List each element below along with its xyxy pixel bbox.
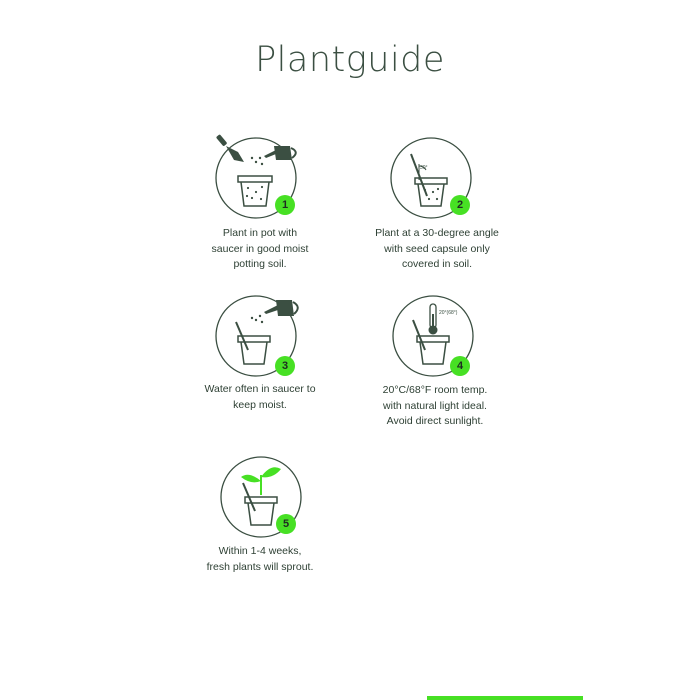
step-5-line-2: fresh plants will sprout. (206, 560, 314, 573)
step-4-caption (345, 383, 525, 430)
step-2-line-2: with seed capsule only (384, 242, 490, 255)
step-1-line-3: potting soil. (233, 258, 287, 270)
step-1-caption (170, 226, 350, 273)
step-1-badge: 1 (275, 195, 295, 215)
step-4-line-1: 20°C/68°F room temp. (382, 384, 488, 396)
step-2-badge: 2 (450, 195, 470, 215)
step-1-line-2: saucer in good moist (211, 242, 309, 255)
step-4-line-2: with natural light ideal. (383, 399, 487, 412)
temp-label: 20°(68°) (439, 310, 458, 316)
step-2-caption (347, 226, 527, 273)
step-3-badge: 3 (275, 356, 295, 376)
step-5-caption (170, 544, 350, 575)
step-2-line-3: covered in soil. (401, 258, 473, 270)
step-2-line-1: Plant at a 30-degree angle (375, 227, 499, 239)
step-5-line-1: Within 1-4 weeks, (218, 545, 302, 557)
step-4-badge: 4 (450, 356, 470, 376)
angle-label: 30° (420, 165, 428, 171)
step-1-line-1: Plant in pot with (222, 227, 298, 239)
step-4-line-3: Avoid direct sunlight. (386, 415, 484, 427)
step-5-badge: 5 (276, 514, 296, 534)
accent-bar (427, 696, 583, 700)
step-3-line-2: keep moist. (233, 398, 287, 411)
page-title: Plantguide (255, 40, 445, 80)
step-3-caption (170, 382, 350, 413)
step-3-line-1: Water often in saucer to (204, 383, 316, 395)
